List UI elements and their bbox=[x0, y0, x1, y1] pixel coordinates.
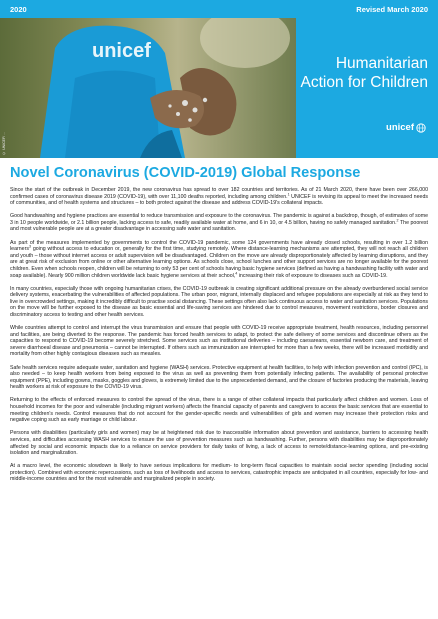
handwashing-photo bbox=[0, 18, 296, 158]
shirt-logo-text: unicef bbox=[92, 40, 151, 62]
hero-photo bbox=[0, 18, 296, 158]
hero-title: Humanitarian Action for Children bbox=[300, 55, 428, 91]
paragraph-8: Persons with disabilities (particularly girls and women) may be at heightened risk due to inaccessible information about prevention and assistance, barriers to accessing health services, and difficulties accessing WASH services to ensure the use of prevention measures such as handwashing. Further, persons with disabilities may be disproportionately affected by social and economic impacts due to a reliance on service providers for daily tasks of living, a lack of access to remote/distance-learning options, and pre-existing isolation and marginalization. bbox=[10, 430, 428, 457]
paragraph-6: Safe health services require adequate water, sanitation and hygiene (WASH) services. Protective equipment at health facilities, to help with infection prevention and control (IPC), is also needed – to keep health workers from being exposed to the virus as well as preventing them from potentially infecting patients. The availability of personal protective equipment (PPE), including gowns, masks, goggles and gloves, is extremely limited due to the unprecedented demand, and the closure of factories producing the materials, leaving health workers at risk of exposure to the COVID-19 virus. bbox=[10, 364, 428, 391]
paragraph-7: Returning to the effects of enforced measures to control the spread of the virus, there is a range of other collateral impacts that particularly affect children and women. Loss of household incomes for the poor and vulnerable (including migrant workers) affects the financial capacity of parents and caregivers to access the basic services that are essential to meeting children's needs. Control measures that do not account for the gender-specific needs and vulnerabilities of girls and women may increase their protection risks and negative coping such as early marriage or child labour. bbox=[10, 397, 428, 424]
paragraph-4: In many countries, especially those with ongoing humanitarian crises, the COVID-19 outbreak is creating significant additional pressure on the already overburdened social service delivery systems, exacerbating the vulnerabilities of affected populations. The urban poor, migrant, internally displaced and refugee populations are especially at risk as they tend to live in overcrowded settings, making it incredibly difficult to practise social distancing. These settings often also lack continuous access to water and sanitation services. Populations on the move will be further exposed to the disease as basic essential and life-saving services are hindered due to control measures, movement restrictions, border closures and discriminatory access to testing and other health services. bbox=[10, 285, 428, 318]
unicef-logo bbox=[386, 122, 426, 133]
paragraph-2: Good handwashing and hygiene practices are essential to reduce transmission and exposure to the coronavirus. The pandemic is against a backdrop, though, of estimates of some 3 in 10 people worldwide, or 2.1 billion people, lacking access to safe, readily available water at home, and 6 in 10, or 4.5 billion, having no safely managed sanitation.$^2$ The poorest and most vulnerable people are at a greater disadvantage in accessing safe water and sanitation. bbox=[10, 213, 428, 233]
photo-credit: © UNICEF/ ... bbox=[2, 132, 6, 155]
paragraph-9: At a macro level, the economic slowdown is likely to have serious implications for medium- to long-term fiscal capacities to maintain social sector spending (including social protection). Combined with economic repercussions, such as loss of livelihoods and access to services, catastrophic impacts are anticipated in all countries, especially for low- and middle-income countries and for the most vulnerable and marginalized people in society. bbox=[10, 463, 428, 483]
document-title: Novel Coronavirus (COVID-2019) Global Response bbox=[10, 165, 361, 181]
unicef-logo-text: unicef bbox=[386, 122, 414, 133]
year-label: 2020 bbox=[10, 4, 27, 14]
paragraph-1: Since the start of the outbreak in December 2019, the new coronavirus has spread to over 182 countries and territories. As of 21 March 2020, there have been over 266,000 confirmed cases of coronavirus disease 2019 (COVID-19), with over 11,100 deaths reported, including among children.$^1$ UNICEF is revising its appeal to meet the increased needs of communities, and of health systems and structures – to both protect against the disease and address COVID-19's collateral impacts. bbox=[10, 187, 428, 207]
paragraph-3: As part of the measures implemented by governments to control the COVID-19 pandemic, some 124 governments have already closed schools, resulting in over 1.2 billion learners$^3$ going without access to education or, generally for the first time, studying remotely. Where distance-learning mechanisms are attempted, they will not reach all children and youth – those without internet access or adult supervision will be disadvantaged. Children on the move are already disproportionately affected by learning disruptions, and they are at great risk of exclusion from online or other alternative learning options. As schools close, school lunches and other support services are no longer available for the poorest children. Even when schools reopen, children will be returning to only 53 per cent of schools having basic hygiene services (defined as having a handwashing facility with water and soap available). Nearly 900 million children worldwide lack basic hygiene services at their school,$^4$ increasing their risk of exposure to diseases such as COVID-19. bbox=[10, 239, 428, 279]
document-body bbox=[10, 187, 428, 489]
hero-banner bbox=[0, 18, 438, 158]
globe-icon bbox=[416, 123, 426, 133]
revised-date: Revised March 2020 bbox=[356, 4, 428, 14]
paragraph-5: While countries attempt to control and interrupt the virus transmission and ensure that people with COVID-19 receive appropriate treatment, health resources, including personnel and facilities, are being diverted to the response. The pandemic has forced health services to adapt, to protect the safe delivery of some services and discontinue others as the capacities to respond to COVID-19 become severely stretched. Some services such as institutional deliveries – including caesareans, essential newborn care, and treatment of severe diarrhoeal disease and pneumonia – cannot be interrupted. If others such as immunization are interrupted for more than a few weeks, there will be increased morbidity and mortality from other highly contagious diseases such as measles. bbox=[10, 325, 428, 358]
top-banner bbox=[0, 0, 438, 18]
